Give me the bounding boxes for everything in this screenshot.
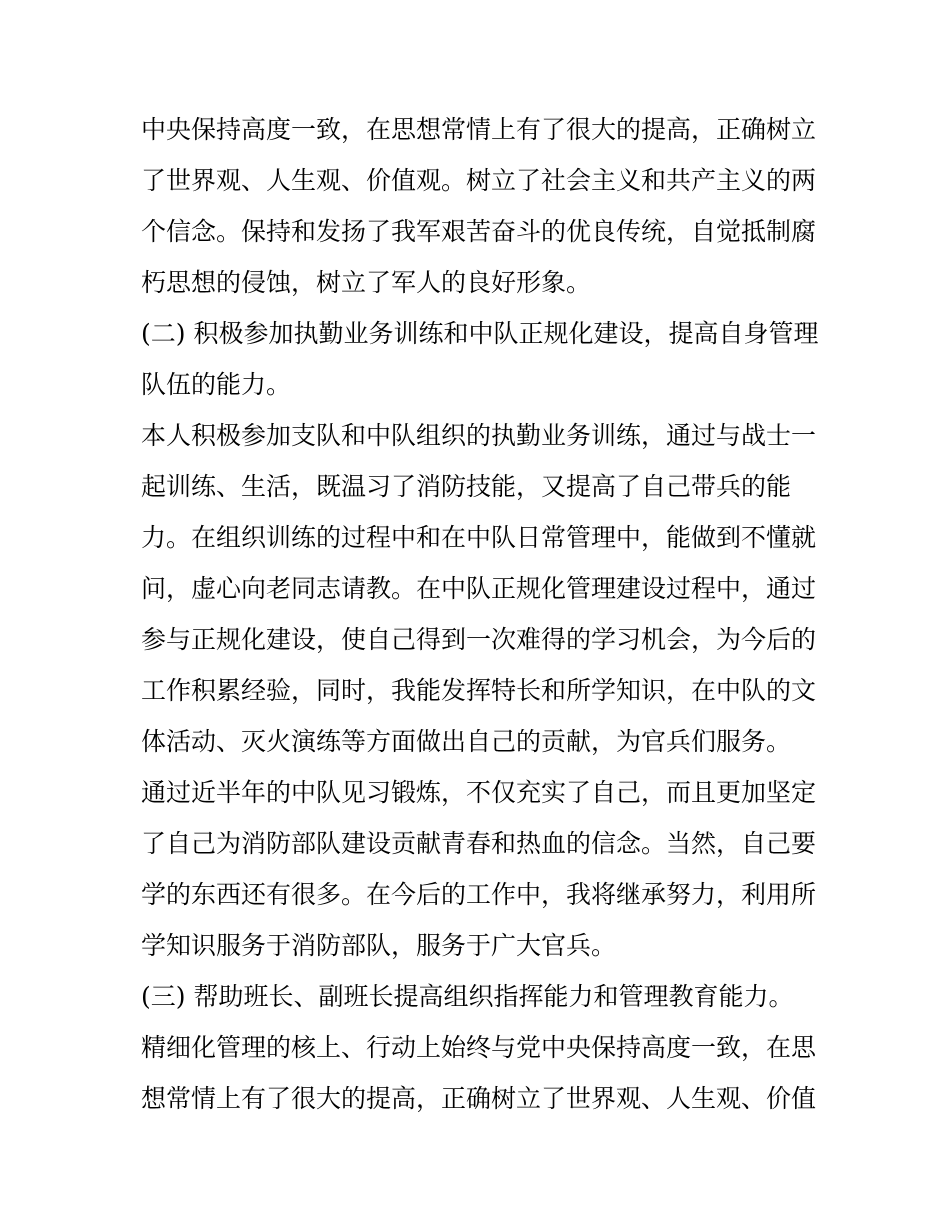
text-line: 精细化管理的核上、行动上始终与党中央保持高度一致，在思 bbox=[141, 1033, 817, 1062]
body-text bbox=[141, 104, 821, 1124]
section-heading-3: (三) 帮助班长、副班长提高组织指挥能力和管理教育能力。 bbox=[141, 982, 794, 1011]
text-line: 工作积累经验，同时，我能发挥特长和所学知识，在中队的文 bbox=[141, 676, 817, 705]
text-line: 通过近半年的中队见习锻炼，不仅充实了自己，而且更加坚定 bbox=[141, 778, 817, 807]
text-line: 了世界观、人生观、价值观。树立了社会主义和共产主义的两 bbox=[141, 166, 817, 195]
section-heading-2: (二) 积极参加执勤业务训练和中队正规化建设，提高自身管理 bbox=[141, 319, 819, 348]
text-line: 中央保持高度一致，在思想常情上有了很大的提高，正确树立 bbox=[141, 115, 817, 144]
text-line: 学知识服务于消防部队，服务于广大官兵。 bbox=[141, 931, 617, 960]
text-line: 问，虚心向老同志请教。在中队正规化管理建设过程中，通过 bbox=[141, 574, 817, 603]
text-line: 体活动、灭火演练等方面做出自己的贡献，为官兵们服务。 bbox=[141, 727, 792, 756]
section-heading-2-cont: 队伍的能力。 bbox=[141, 370, 292, 399]
text-line: 个信念。保持和发扬了我军艰苦奋斗的优良传统，自觉抵制腐 bbox=[141, 217, 817, 246]
text-line: 想常情上有了很大的提高，正确树立了世界观、人生观、价值 bbox=[141, 1084, 817, 1113]
text-line: 朽思想的侵蚀，树立了军人的良好形象。 bbox=[141, 268, 592, 297]
text-line: 起训练、生活，既温习了消防技能，又提高了自己带兵的能 bbox=[141, 472, 792, 501]
text-line: 学的东西还有很多。在今后的工作中，我将继承努力，利用所 bbox=[141, 880, 817, 909]
text-line: 了自己为消防部队建设贡献青春和热血的信念。当然，自己要 bbox=[141, 829, 817, 858]
text-line: 力。在组织训练的过程中和在中队日常管理中，能做到不懂就 bbox=[141, 523, 817, 552]
text-line: 参与正规化建设，使自己得到一次难得的学习机会，为今后的 bbox=[141, 625, 817, 654]
text-line: 本人积极参加支队和中队组织的执勤业务训练，通过与战士一 bbox=[141, 421, 817, 450]
